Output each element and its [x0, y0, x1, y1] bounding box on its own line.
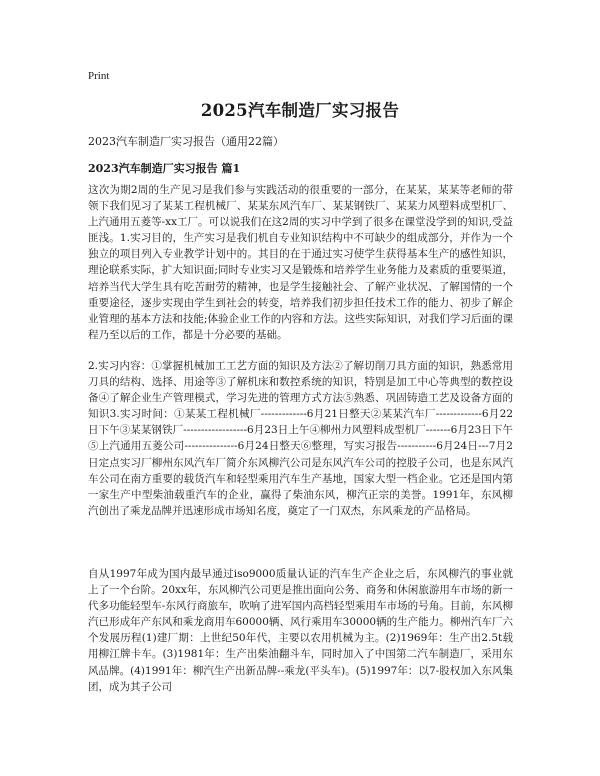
section-heading: 2023汽车制造厂实习报告 篇1 [88, 162, 241, 175]
document-subtitle: 2023汽车制造厂实习报告（通用22篇） [88, 135, 284, 148]
print-label: Print [88, 70, 110, 82]
body-paragraph-2: 2.实习内容：①掌握机械加工工艺方面的知识及方法②了解切削刀具方面的知识，熟悉常用刀具的结构、选择、用途等③了解机床和数控系统的知识，特别是加工中心等典型的数控设备④了解企业生产管理模式，学习先进的管理方式方法⑤熟悉、巩固铸造工艺及设备方面的知识3.实习时间：①某某工程机械厂-------------6月21日整天②某某汽车厂-------------6月22日下午③某某钢铁厂------------------6月23日上午④柳州力风塑料成型机厂-------6月23日下午⑤上汽通用五菱公司---------------6月24日整天⑥整理，写实习报告-----------6月24日---7月2日定点实习厂柳州东风汽车厂简介东风柳汽公司是东风汽车公司的控股子公司，也是东风汽车公司在南方重要的载货汽车和轻型乘用汽车生产基地，国家大型一档企业。它还是国内第一家生产中型柴油载重汽车的企业，赢得了柴油东风，柳汽正宗的美誉。1991年，东风柳汽创出了乘龙品牌并迅速形成市场知名度，奠定了一门双杰，东风乘龙的产品格局。 [88, 360, 513, 517]
document-title: 2025汽车制造厂实习报告 [200, 101, 400, 120]
body-paragraph-3: 自从1997年成为国内最早通过iso9000质量认证的汽车生产企业之后，东风柳汽的事业就上了一个台阶。20xx年，东风柳汽公司更是推出面向公务、商务和休闲旅游用车市场的新一代多功能轻型车-东风行商旅车，吹响了进军国内高档轻型乘用车市场的号角。目前，东风柳汽已形成年产东风和乘龙商用车60000辆、风行乘用车30000辆的生产能力。柳州汽车厂六个发展历程(1)建厂期：上世纪50年代，主要以农用机械为主。(2)1969年：生产出2.5t载用柳江牌卡车。(3)1981年：生产出柴油翻斗车，同时加入了中国第二汽车制造厂，采用东风品牌。(4)1991年：柳汽生产出新品牌--乘龙(平头车)。(5)1997年：以7-股权加入东风集团，成为其子公司 [88, 568, 513, 693]
body-paragraph-1: 这次为期2周的生产见习是我们参与实践活动的很重要的一部分，在某某，某某等老师的带领下我们见习了某某工程机械厂、某某东风汽车厂、某某钢铁厂、某某力风塑料成型机厂、上汽通用五菱等-xx工厂。可以说我们在这2周的实习中学到了很多在课堂没学到的知识,受益匪浅。1.实习目的，生产实习是我们机自专业知识结构中不可缺少的组成部分，并作为一个独立的项目列入专业教学计划中的。其目的在于通过实习使学生获得基本生产的感性知识，理论联系实际，扩大知识面;同时专业实习又是锻炼和培养学生业务能力及素质的重要渠道，培养当代大学生具有吃苦耐劳的精神，也是学生接触社会、了解产业状况、了解国情的一个重要途径，逐步实现由学生到社会的转变，培养我们初步担任技术工作的能力、初步了解企业管理的基本方法和技能;体验企业工作的内容和方法。这些实际知识，对我们学习后面的课程乃至以后的工作，都是十分必要的基础。 [88, 184, 513, 341]
